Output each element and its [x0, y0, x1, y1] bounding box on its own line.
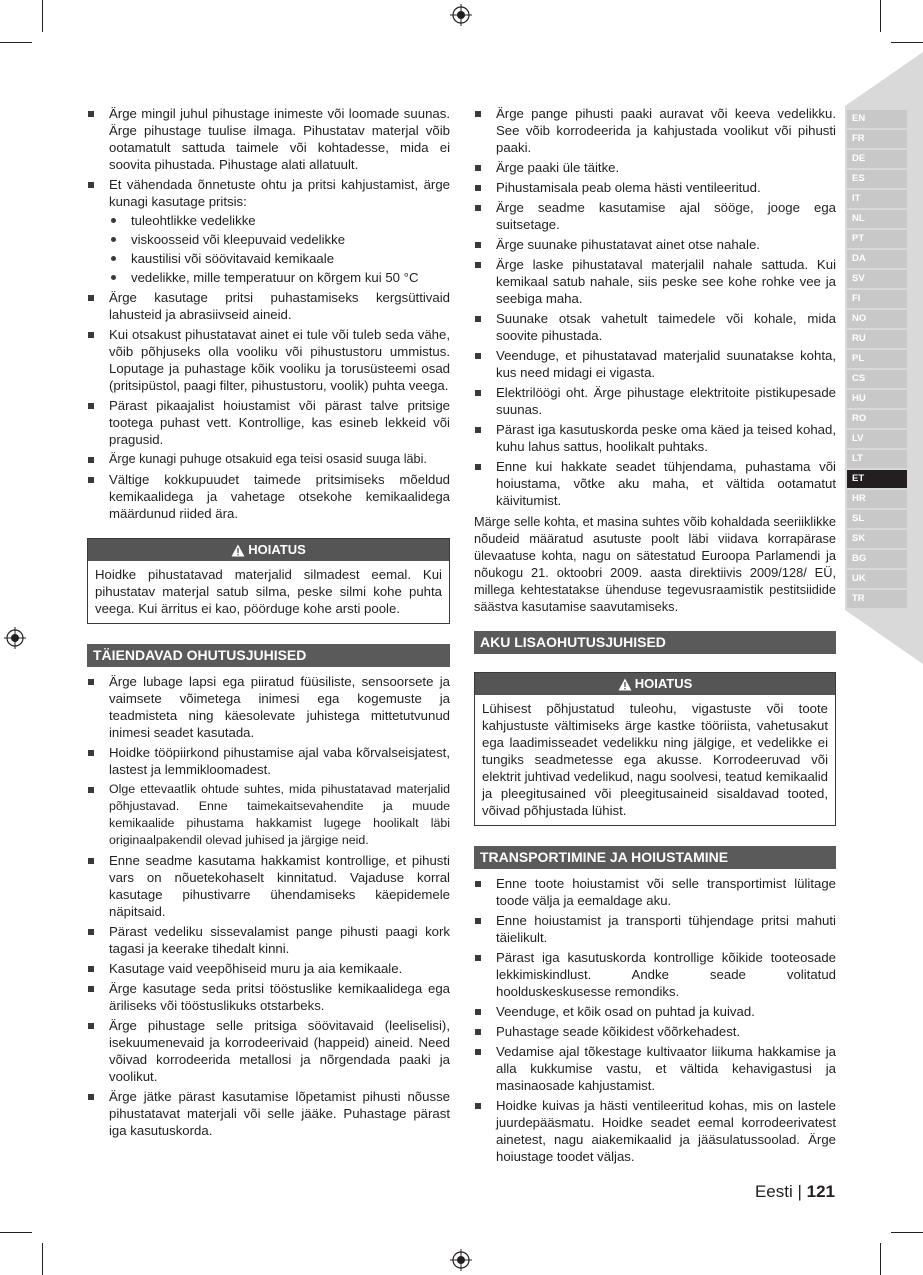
warning-header: [88, 539, 449, 561]
crop-mark: [891, 42, 923, 43]
language-tab-fr[interactable]: FR: [847, 130, 907, 148]
warning-triangle-icon: [618, 678, 632, 691]
warning-box: [474, 672, 836, 826]
left-column: [87, 105, 450, 1142]
list-item: Kui otsakust pihustatavat ainet ei tule või tuleb seda vähe, võib põhjuseks olla vooliku või pihustustoru ummistus. Loputage ja puhastage kõik vooliku ja torusüsteemi osad (pritsipüstol, paagi filter, pihustustoru, voolik) puhta veega.: [87, 326, 450, 394]
list-item: Vältige kokkupuudet taimede pritsimiseks mõeldud kemikaalidega ja vahetage otsekohe kemikaalidega määrdunud riided ära.: [87, 471, 450, 522]
list-item: Pärast iga kasutuskorda peske oma käed ja teised kohad, kuhu lahus sattus, hoolikalt puhtaks.: [474, 421, 836, 455]
crop-mark: [891, 1232, 923, 1233]
warning-text: Hoidke pihustatavad materjalid silmadest eemal. Kui pihustatav materjal satub silma, peske silmi kohe puhta veega. Kui ärritus ei kao, pöörduge kohe arsti poole.: [95, 567, 442, 616]
section-heading: AKU LISAOHUTUSJUHISED: [474, 631, 836, 654]
sub-list-item: kaustilisi või söövitavaid kemikaale: [109, 250, 450, 267]
safety-list: [87, 105, 450, 522]
language-tab-sl[interactable]: SL: [847, 510, 907, 528]
list-item: [87, 176, 450, 286]
list-item: Enne seadme kasutama hakkamist kontrollige, et pihusti vars on nõuetekohaselt kinnitatud. Vajaduse korral kasutage pihustivarre ühendamiseks käepidemele näpitsaid.: [87, 852, 450, 920]
language-tab-cs[interactable]: CS: [847, 370, 907, 388]
list-item: Enne toote hoiustamist või selle transportimist lülitage toode välja ja eemaldage aku.: [474, 875, 836, 909]
language-tab-es[interactable]: ES: [847, 170, 907, 188]
language-tab-ru[interactable]: RU: [847, 330, 907, 348]
language-tab-uk[interactable]: UK: [847, 570, 907, 588]
list-item: Ärge paaki üle täitke.: [474, 159, 836, 176]
list-item: Hoidke tööpiirkond pihustamise ajal vaba kõrvalseisjatest, lastest ja lemmikloomadest.: [87, 744, 450, 778]
list-item: Vedamise ajal tõkestage kultivaator liikuma hakkamise ja alla kukkumise vastu, et vältida kehavigastusi ja masinaosade kahjustamist.: [474, 1043, 836, 1094]
footer-separator: |: [797, 1182, 802, 1201]
list-item: Pihustamisala peab olema hästi ventileeritud.: [474, 179, 836, 196]
list-item: Ärge laske pihustataval materjalil nahale sattuda. Kui kemikaal satub nahale, siis peske see kohe rohke vee ja seebiga maha.: [474, 256, 836, 307]
language-tab-bg[interactable]: BG: [847, 550, 907, 568]
list-item: Ärge lubage lapsi ega piiratud füüsiliste, sensoorsete ja vaimsete võimetega inimesi ega kogemuste ja teadmisteta ning käesolevate juhistega mittetutvunud inimesi seadet kasutada.: [87, 673, 450, 741]
warning-triangle-icon: [231, 544, 245, 557]
language-tab-tr[interactable]: TR: [847, 590, 907, 608]
language-tab-en[interactable]: EN: [847, 110, 907, 128]
additional-safety-list: [87, 673, 450, 1139]
language-tab-hu[interactable]: HU: [847, 390, 907, 408]
crop-mark: [0, 1232, 32, 1233]
list-item: Ärge jätke pärast kasutamise lõpetamist pihusti nõusse pihustatavat materjali või selle jääke. Puhastage pärast iga kasutuskorda.: [87, 1088, 450, 1139]
list-item: Kasutage vaid veepõhiseid muru ja aia kemikaale.: [87, 960, 450, 977]
language-tab-lv[interactable]: LV: [847, 430, 907, 448]
list-item-text: Et vähendada õnnetuste ohtu ja pritsi kahjustamist, ärge kunagi kasutage pritsis:: [109, 177, 450, 209]
list-item: Elektrilöögi oht. Ärge pihustage elektritoite pistikupesade suunas.: [474, 384, 836, 418]
warning-text: Lühisest põhjustatud tuleohu, vigastuste või toote kahjustuste vältimiseks ärge kastke tööriista, vahetusakut ega laadimisseadet vedelikku ning jälgige, et vedelikke ei tungiks seadmetesse ega akusse. Korrodeeruvad või elektrit juhtivad vedelikud, nagu soolvesi, teatud kemikaalid ja pleegitusained või pleegitusaineid sisaldavad tooted, võivad põhjustada lühist.: [482, 701, 828, 818]
crop-mark: [42, 1243, 43, 1275]
list-item: Ärge kasutage seda pritsi tööstuslike kemikaalidega ega äriliseks või tööstuslikuks otstarbeks.: [87, 980, 450, 1014]
language-tab-sv[interactable]: SV: [847, 270, 907, 288]
language-tab-et[interactable]: ET: [847, 470, 907, 488]
list-item: Veenduge, et kõik osad on puhtad ja kuivad.: [474, 1003, 836, 1020]
crop-mark: [880, 0, 881, 32]
list-item: Pärast vedeliku sissevalamist pange pihusti paagi kork tagasi ja keerake tihedalt kinni.: [87, 923, 450, 957]
transport-list: [474, 875, 836, 1165]
list-item: Ärge mingil juhul pihustage inimeste või loomade suunas. Ärge pihustage tuulise ilmaga. Pihustatav materjal võib ootamatult sattuda taimele või kohtadesse, mida ei soovita pihustada. Pihustage alati allatuult.: [87, 105, 450, 173]
list-item: Enne kui hakkate seadet tühjendama, puhastama või hoiustama, võtke aku maha, et vältida ootamatut käivitumist.: [474, 458, 836, 509]
footer-language: Eesti: [754, 1182, 793, 1201]
list-item: Pärast pikaajalist hoiustamist või pärast talve pritsige tootega puhast vett. Kontrollige, kas esineb lekkeid või pragusid.: [87, 397, 450, 448]
list-item: Ärge pihustage selle pritsiga söövitavaid (leeliselisi), isekuumenevaid ja korrodeerivaid (happeid) aineid. Need võivad korrodeerida metallosi ja nõrgendada paaki ja voolikut.: [87, 1017, 450, 1085]
sub-list-item: tuleohtlikke vedelikke: [109, 212, 450, 229]
safety-list-continued: [474, 105, 836, 509]
sub-list: [109, 212, 450, 286]
language-tab-fi[interactable]: FI: [847, 290, 907, 308]
language-tab-pl[interactable]: PL: [847, 350, 907, 368]
list-item: Ärge kasutage pritsi puhastamiseks kergsüttivaid lahusteid ja abrasiivseid aineid.: [87, 289, 450, 323]
registration-mark-icon: [4, 627, 26, 649]
language-tabs: [847, 110, 907, 610]
language-tab-ro[interactable]: RO: [847, 410, 907, 428]
list-item: Ärge suunake pihustatavat ainet otse nahale.: [474, 236, 836, 253]
list-item: Ärge pange pihusti paaki auravat või keeva vedelikku. See võib korrodeerida ja kahjustada voolikut või pihusti paaki.: [474, 105, 836, 156]
crop-mark: [0, 42, 32, 43]
crop-mark: [42, 0, 43, 32]
language-tab-no[interactable]: NO: [847, 310, 907, 328]
list-item: Puhastage seade kõikidest võõrkehadest.: [474, 1023, 836, 1040]
registration-mark-icon: [450, 4, 472, 26]
list-item: Hoidke kuivas ja hästi ventileeritud kohas, mis on lastele juurdepääsmatu. Hoidke seadet eemal korrodeerivatest ainetest, nagu aiakemikaalid ja jääsulatussoolad. Ärge hoiustage toodet väljas.: [474, 1097, 836, 1165]
language-tab-de[interactable]: DE: [847, 150, 907, 168]
crop-mark: [880, 1243, 881, 1275]
registration-mark-icon: [450, 1249, 472, 1271]
warning-title: HOIATUS: [248, 542, 306, 557]
list-item: Olge ettevaatlik ohtude suhtes, mida pihustatavad materjalid põhjustavad. Enne taimekaitsevahendite ja muude kemikaalide pihustama hakkamist lugege hoolikalt läbi originaalpakendil olevad juhised ja järgige neid.: [87, 781, 450, 849]
right-column: [474, 105, 836, 1168]
directive-note: Märge selle kohta, et masina suhtes võib kohaldada seeriiklikke nõudeid määratud asutuste poolt läbi viidava korrapärase ülevaatuse kohta, nagu on sätestatud Euroopa Parlamendi ja nõukogu 21. oktoobri 2009. aasta direktiivis 2009/128/ EÜ, millega kehtestatakse ühenduse tegevusraamistik pestitsiidide säästva kasutamise saavutamiseks.: [474, 514, 836, 614]
language-tab-sk[interactable]: SK: [847, 530, 907, 548]
list-item: Veenduge, et pihustatavad materjalid suunatakse kohta, kus need midagi ei vigasta.: [474, 347, 836, 381]
sub-list-item: vedelikke, mille temperatuur on kõrgem kui 50 °C: [109, 269, 450, 286]
list-item: Enne hoiustamist ja transporti tühjendage pritsi mahuti täielikult.: [474, 912, 836, 946]
page-footer: [755, 1182, 835, 1202]
sub-list-item: viskoosseid või kleepuvaid vedelikke: [109, 231, 450, 248]
language-tab-lt[interactable]: LT: [847, 450, 907, 468]
list-item: Suunake otsak vahetult taimedele või kohale, mida soovite pihustada.: [474, 310, 836, 344]
page-number: 121: [806, 1182, 835, 1201]
language-tab-da[interactable]: DA: [847, 250, 907, 268]
warning-header: [475, 673, 835, 695]
warning-title: HOIATUS: [634, 676, 693, 691]
list-item: Ärge seadme kasutamise ajal sööge, jooge ega suitsetage.: [474, 199, 836, 233]
section-heading: TÄIENDAVAD OHUTUSJUHISED: [87, 644, 450, 667]
list-item: Pärast iga kasutuskorda kontrollige kõikide tooteosade lekkimiskindlust. Andke seade volitatud hoolduskeskusesse remondiks.: [474, 949, 836, 1000]
section-heading: TRANSPORTIMINE JA HOIUSTAMINE: [474, 846, 836, 869]
language-tab-pt[interactable]: PT: [847, 230, 907, 248]
language-tab-it[interactable]: IT: [847, 190, 907, 208]
warning-box: [87, 538, 450, 624]
language-tab-nl[interactable]: NL: [847, 210, 907, 228]
language-tab-hr[interactable]: HR: [847, 490, 907, 508]
list-item: Ärge kunagi puhuge otsakuid ega teisi osasid suuga läbi.: [87, 451, 450, 468]
